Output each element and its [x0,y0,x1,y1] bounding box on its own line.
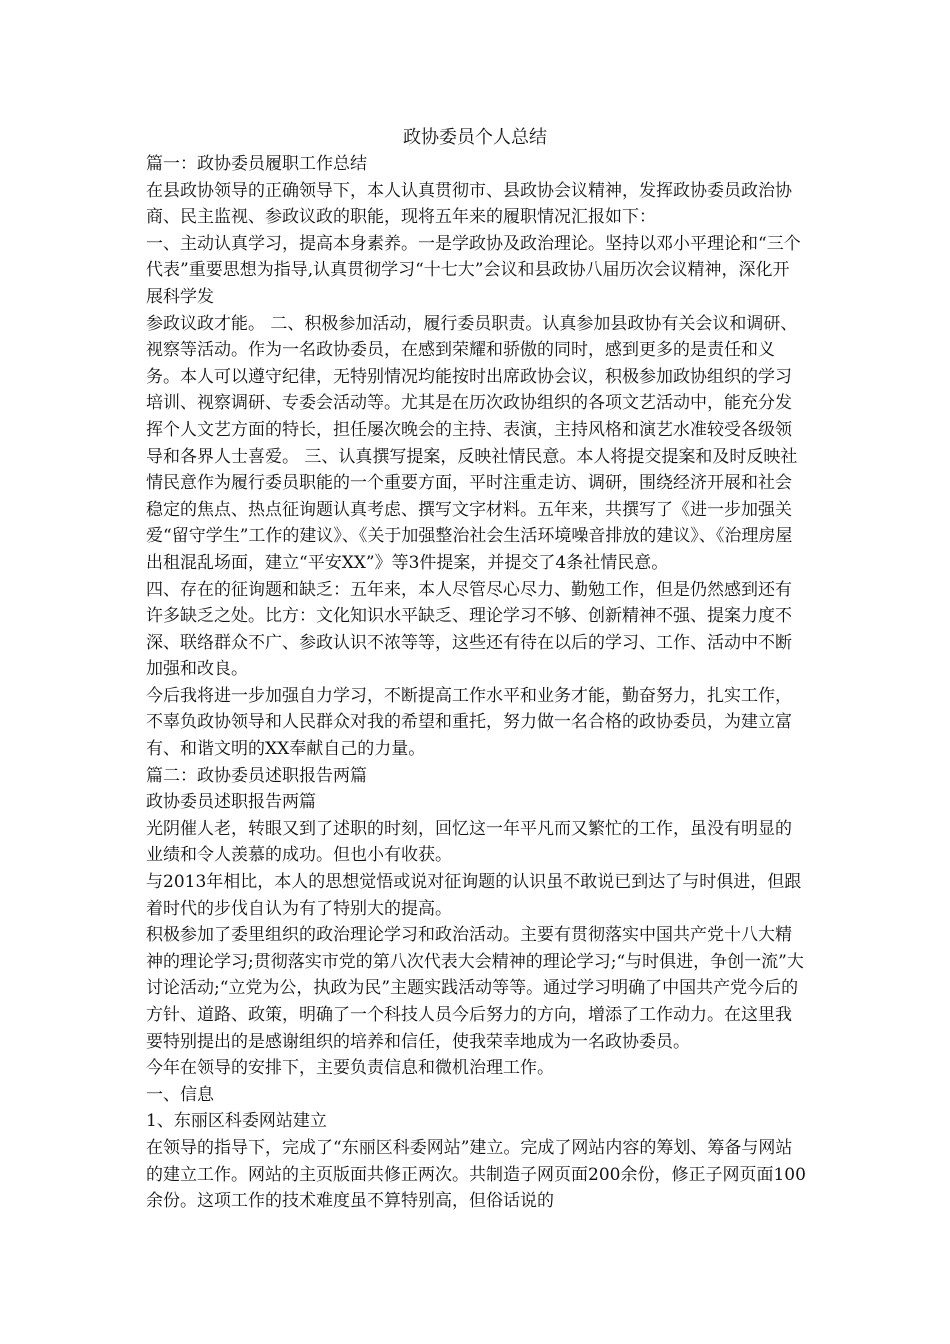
paragraph: 政协委员述职报告两篇 [146,792,316,813]
paragraph: 与2013年相比，本人的思想觉悟或说对征询题的认识虽不敢说已到达了与时俱进，但跟着时代的步伐自认为有了特别大的提高。 [146,872,802,919]
document-title: 政协委员个人总结 [403,127,547,148]
document-body [146,151,806,1215]
paragraph: 参政议政才能。 二、积极参加活动，履行委员职责。认真参加县政协有关会议和调研、视察等活动。作为一名政协委员，在感到荣耀和骄傲的同时，感到更多的是责任和义务。本人可以遵守纪律，无特别情况均能按时出席政协会议，积极参加政协组织的学习培训、视察调研、专委会活动等。尤其是在历次政协组织的各项文艺活动中，能充分发挥个人文艺方面的特长，担任屡次晚会的主持、表演，主持风格和演艺水准较受各级领导和各界人士喜爱。 三、认真撰写提案，反映社情民意。本人将提交提案和及时反映社情民意作为履行委员职能的一个重要方面，平时注重走访、调研，围绕经济开展和社会稳定的焦点、热点征询题认真考虑、撰写文字材料。五年来，共撰写了《进一步加强关爱“留守学生”工作的建议》、《关于加强整治社会生活环境噪音排放的建议》、《治理房屋出租混乱场面，建立“平安XX”》等3件提案，并提交了4条社情民意。 [146,313,798,573]
paragraph: 一、主动认真学习，提高本身素养。一是学政协及政治理论。坚持以邓小平理论和“三个代表”重要思想为指导,认真贯彻学习“十七大”会议和县政协八届历次会议精神，深化开展科学发 [146,233,801,307]
paragraph: 篇二：政协委员述职报告两篇 [146,765,367,786]
paragraph: 光阴催人老，转眼又到了述职的时刻，回忆这一年平凡而又繁忙的工作，虽没有明显的业绩和令人羡慕的成功。但也小有收获。 [146,818,792,866]
paragraph: 积极参加了委里组织的政治理论学习和政治活动。主要有贯彻落实中国共产党十八大精神的理论学习;贯彻落实市党的第八次代表大会精神的理论学习;“与时俱进，争创一流”大讨论活动;“立党为公，执政为民”主题实践活动等等。通过学习明确了中国共产党今后的方针、道路、政策，明确了一个科技人员今后努力的方向，增添了工作动力。在这里我要特别提出的是感谢组织的培养和信任，使我荣幸地成为一名政协委员。 [146,925,804,1052]
paragraph: 1、东丽区科委网站建立 [146,1111,327,1132]
paragraph: 在领导的指导下，完成了“东丽区科委网站”建立。完成了网站内容的筹划、筹备与网站的建立工作。网站的主页版面共修正两次。共制造子网页面200余份，修正子网页面100余份。这项工作的技术难度虽不算特别高，但俗话说的 [146,1137,806,1212]
paragraph: 在县政协领导的正确领导下，本人认真贯彻市、县政协会议精神，发挥政协委员政治协商、民主监视、参政议政的职能，现将五年来的履职情况汇报如下： [146,180,792,228]
paragraph: 四、存在的征询题和缺乏：五年来，本人尽管尽心尽力、勤勉工作，但是仍然感到还有许多缺乏之处。比方：文化知识水平缺乏、理论学习不够、创新精神不强、提案力度不深、联络群众不广、参政认识不浓等等，这些还有待在以后的学习、工作、活动中不断加强和改良。 [146,579,792,680]
paragraph: 一、信息 [146,1084,214,1105]
paragraph: 今后我将进一步加强自力学习，不断提高工作水平和业务才能，勤奋努力，扎实工作，不辜负政协领导和人民群众对我的希望和重托，努力做一名合格的政协委员，为建立富有、和谐文明的XX奉献自己的力量。 [146,685,792,760]
paragraph: 篇一：政协委员履职工作总结 [146,154,367,174]
paragraph: 今年在领导的安排下，主要负责信息和微机治理工作。 [146,1058,554,1079]
